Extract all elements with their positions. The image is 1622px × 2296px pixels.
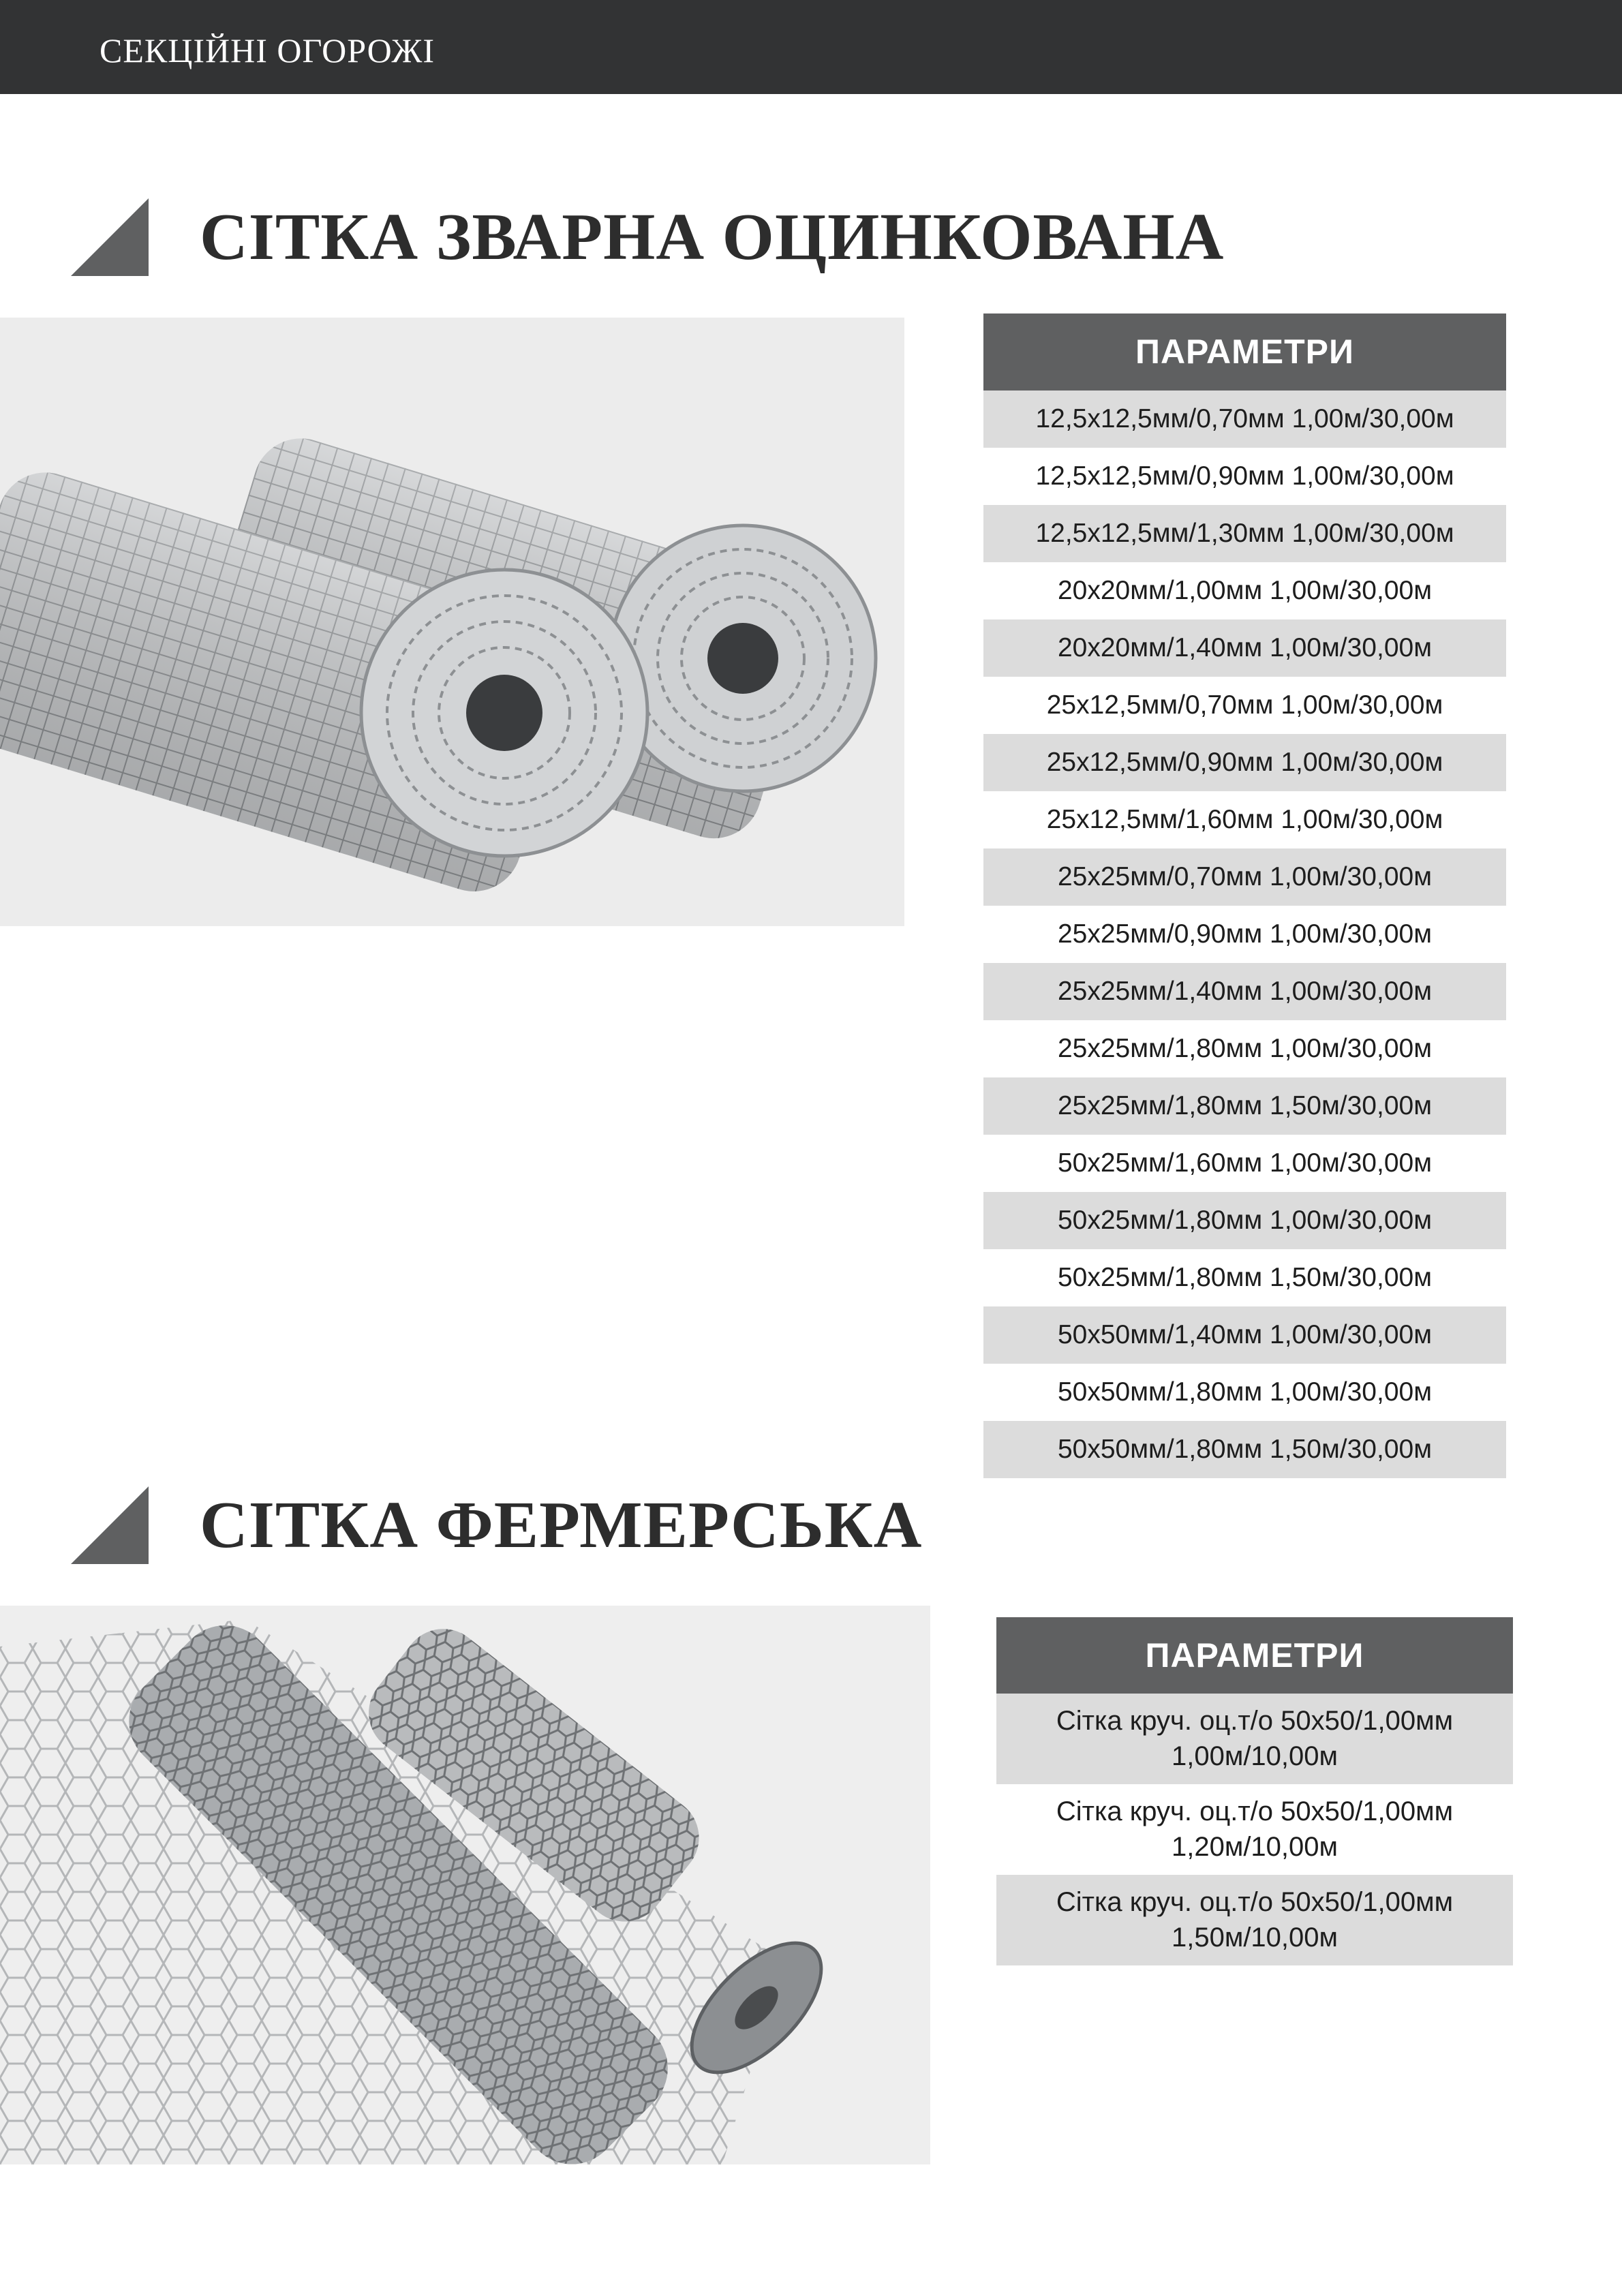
table-row: 50х50мм/1,80мм 1,50м/30,00м <box>983 1421 1506 1478</box>
table-row: 25х25мм/0,70мм 1,00м/30,00м <box>983 848 1506 906</box>
triangle-marker-icon <box>71 198 149 276</box>
row-line-1: Сітка круч. оц.т/о 50х50/1,00мм <box>1056 1706 1454 1736</box>
section-title-welded: СІТКА ЗВАРНА ОЦИНКОВАНА <box>200 200 1225 274</box>
table-row: 25х25мм/1,80мм 1,50м/30,00м <box>983 1077 1506 1135</box>
table-row: 50х50мм/1,40мм 1,00м/30,00м <box>983 1306 1506 1364</box>
table-row: 25х12,5мм/1,60мм 1,00м/30,00м <box>1046 805 1443 834</box>
table-row: 25х25мм/1,40мм 1,00м/30,00м <box>983 963 1506 1020</box>
table-row <box>996 1784 1513 1875</box>
row-line-2: 1,50м/10,00м <box>1171 1923 1338 1953</box>
row-line-2: 1,00м/10,00м <box>1171 1741 1338 1771</box>
header-title: СЕКЦІЙНІ ОГОРОЖІ <box>100 31 435 70</box>
farm-mesh-parameters-table <box>996 1617 1513 1965</box>
table-row <box>996 1694 1513 1784</box>
section-title-farm: СІТКА ФЕРМЕРСЬКА <box>200 1488 923 1562</box>
table-row: 50х25мм/1,80мм 1,50м/30,00м <box>1057 1263 1433 1292</box>
table-row: 25х12,5мм/0,70мм 1,00м/30,00м <box>1046 690 1443 720</box>
table-row: 12,5х12,5мм/1,30мм 1,00м/30,00м <box>983 505 1506 562</box>
row-line-1: Сітка круч. оц.т/о 50х50/1,00мм <box>1056 1796 1454 1826</box>
welded-mesh-parameters-table <box>983 313 1506 1478</box>
table-row: 12,5х12,5мм/0,70мм 1,00м/30,00м <box>983 391 1506 448</box>
table-row: 25х25мм/1,80мм 1,00м/30,00м <box>1057 1034 1433 1063</box>
welded-mesh-photo <box>0 318 904 926</box>
table-row: 20х20мм/1,00мм 1,00м/30,00м <box>1057 576 1433 605</box>
row-line-1: Сітка круч. оц.т/о 50х50/1,00мм <box>1056 1887 1454 1917</box>
table-row: 25х25мм/0,90мм 1,00м/30,00м <box>1057 919 1433 949</box>
table-row: 12,5х12,5мм/0,90мм 1,00м/30,00м <box>1035 461 1454 491</box>
table-row: 50х25мм/1,60мм 1,00м/30,00м <box>1057 1148 1433 1178</box>
table-row: 20х20мм/1,40мм 1,00м/30,00м <box>983 619 1506 677</box>
table-row: 50х25мм/1,80мм 1,00м/30,00м <box>983 1192 1506 1249</box>
top-header-bar <box>0 0 1622 94</box>
table-row: 50х50мм/1,80мм 1,00м/30,00м <box>1057 1377 1433 1407</box>
row-line-2: 1,20м/10,00м <box>1171 1832 1338 1862</box>
table-header: ПАРАМЕТРИ <box>996 1617 1513 1694</box>
farm-mesh-photo <box>0 1606 930 2164</box>
table-row <box>996 1875 1513 1965</box>
table-row: 25х12,5мм/0,90мм 1,00м/30,00м <box>983 734 1506 791</box>
triangle-marker-icon <box>71 1486 149 1564</box>
table-header: ПАРАМЕТРИ <box>983 313 1506 391</box>
